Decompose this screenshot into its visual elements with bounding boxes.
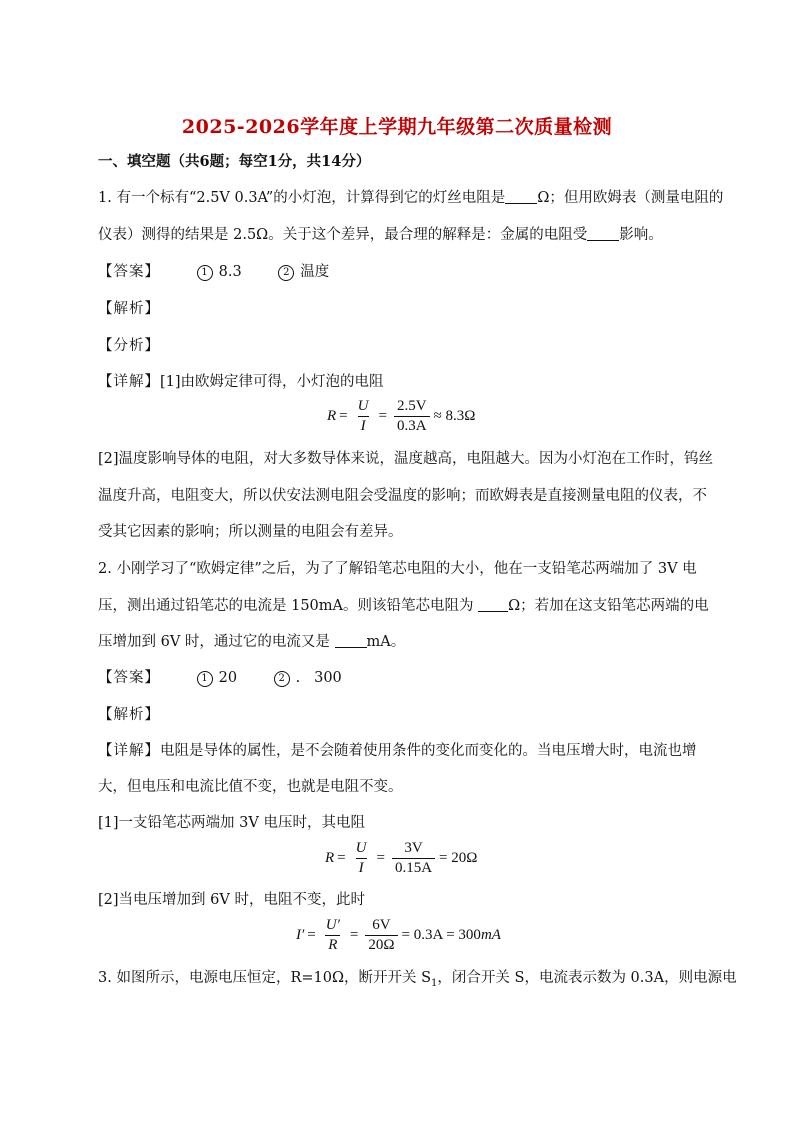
answer-blank [587,240,619,241]
q2-stem-line1: 2. 小刚学习了“欧姆定律”之后，为了了解铅笔芯电阻的大小，他在一支铅笔芯两端加了 3V 电 [98,561,697,577]
q1-detail-line: 受其它因素的影响；所以测量的电阻会有差异。 [98,524,403,540]
q1-answer-1: 1 8.3 [197,262,242,282]
q2-formula-1: R = $\frac{U}{I}$ = $\frac{3V}{0.15A}$ = 20Ω [325,840,478,876]
q3-stem-line1: 3. 如图所示，电源电压恒定，R=10Ω，断开开关 $S_1$，闭合开关 S，电流表示数为 0.3A，则电源电 [98,970,737,989]
fraction: $\frac{6V}{20\Omega}$ [365,917,397,954]
q2-answer-row [98,668,708,688]
q1-detail-line: [2]温度影响导体的电阻，对大多数导体来说，温度越高，电阻越大。因为小灯泡在工作时，钨丝 [98,451,714,467]
fraction: $\frac{2.5V}{0.3A}$ [394,398,430,435]
q2-detail-line2: 大，但电压和电流比值不变，也就是电阻不变。 [98,779,403,795]
fraction: $\frac{U'}{R}$ [325,917,340,953]
answer-label: 【答案】 [98,264,160,280]
q2-stem-line3: 压增加到 6V 时，通过它的电流又是 mA。 [98,634,406,650]
q2-detail-p1: [1]一支铅笔芯两端加 3V 电压时，其电阻 [98,815,365,831]
answer-label: 【答案】 [98,670,160,686]
section-heading: 一、填空题（共6题；每空1分，共14分） [98,153,371,170]
q2-detail-line1: 【详解】电阻是导体的属性，是不会随着使用条件的变化而变化的。当电压增大时，电流也增 [98,743,697,759]
q1-stem-line1: 1. 有一个标有“2.5V 0.3A”的小灯泡，计算得到它的灯丝电阻是 Ω；但用欧姆表（测量电阻的 [98,190,724,206]
q1-formula: R = $\frac{U}{I}$ = $\frac{2.5V}{0.3A}$ ≈ 8.3Ω [327,398,476,434]
circled-number-2: 2 [274,671,290,687]
q2-answer-2: 2 . 300 [274,668,342,688]
detail-label: 【详解】 [98,374,160,390]
fraction: $\frac{U}{I}$ [357,398,369,434]
q1-answer-2: 2 温度 [278,262,329,282]
fenxi-label: 【分析】 [98,338,160,354]
answer-blank [478,611,508,612]
q1-answer-row [98,262,708,282]
circled-number-2: 2 [278,265,294,281]
fraction: $\frac{U}{I}$ [355,840,367,876]
answer-blank [505,203,537,204]
q1-detail-line: 温度升高，电阻变大，所以伏安法测电阻会受温度的影响；而欧姆表是直接测量电阻的仪表，不 [98,488,707,504]
q2-formula-2: I′ = $\frac{U'}{R}$ = $\frac{6V}{20\Omega}$ = 0.3A = 300 mA [296,917,501,953]
q2-stem-line2: 压，测出通过铅笔芯的电流是 150mA。则该铅笔芯电阻为 Ω；若加在这支铅笔芯两端的电 [98,598,709,614]
page-title: 2025-2026学年度上学期九年级第二次质量检测 [181,116,613,138]
q2-detail-p2: [2]当电压增加到 6V 时，电阻不变，此时 [98,892,365,908]
answer-blank [335,647,367,648]
detail-label: 【详解】 [98,743,160,759]
analysis-label: 【解析】 [98,707,160,723]
q1-stem-line2: 仪表）测得的结果是 2.5Ω。关于这个差异，最合理的解释是：金属的电阻受 影响。 [98,227,663,243]
circled-number-1: 1 [197,265,213,281]
circled-number-1: 1 [197,671,213,687]
q2-answer-1: 1 20 [197,668,237,688]
analysis-label: 【解析】 [98,301,160,317]
q1-detail-intro: 【详解】[1]由欧姆定律可得，小灯泡的电阻 [98,374,384,390]
fraction: $\frac{3V}{0.15A}$ [392,840,435,877]
